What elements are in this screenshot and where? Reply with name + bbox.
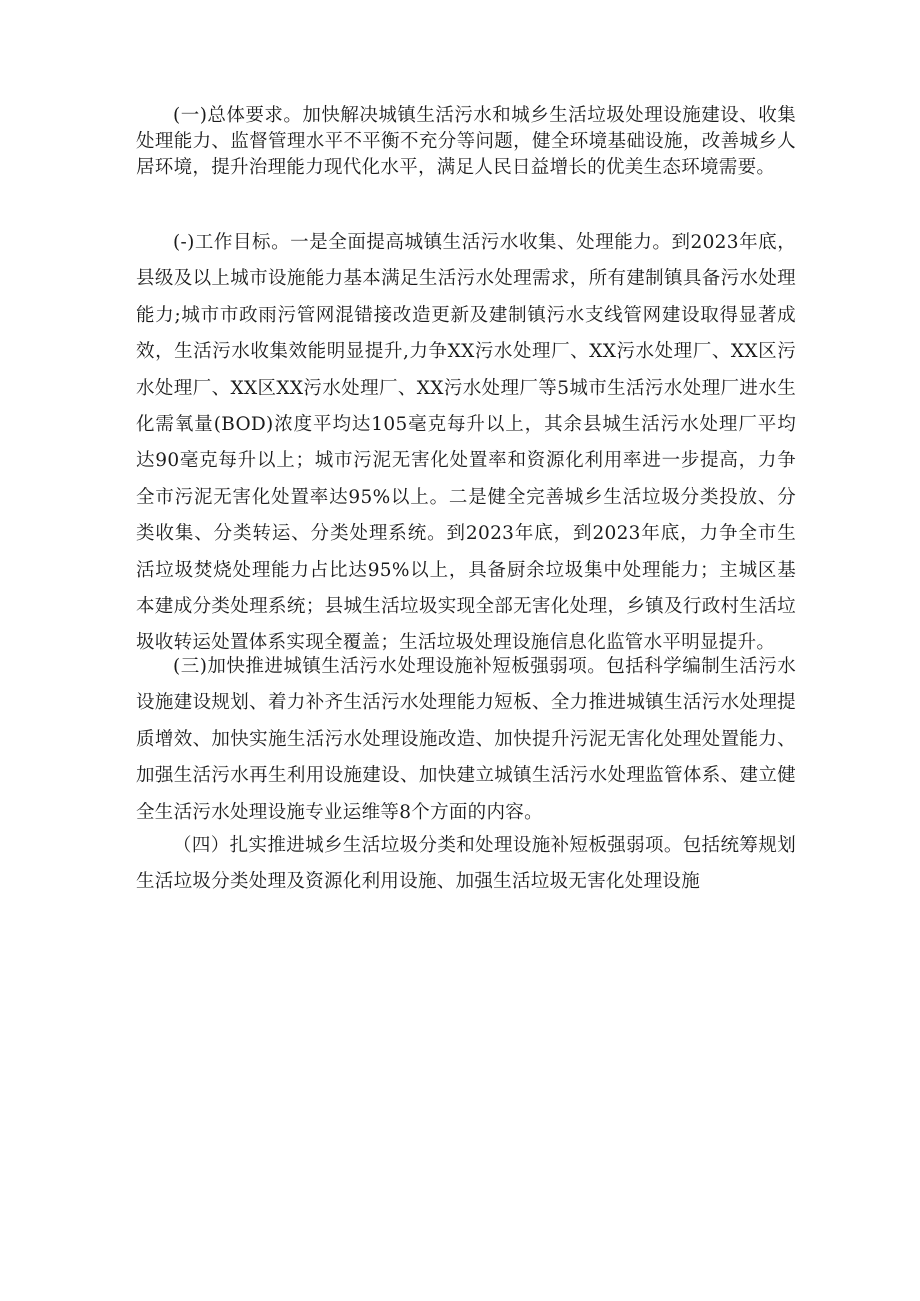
paragraph-general-requirements: (一)总体要求。加快解决城镇生活污水和城乡生活垃圾处理设施建设、收集处理能力、监督管理水平不平衡不充分等问题，健全环境基础设施，改善城乡人居环境，提升治理能力现代化水平，满足人民日益增长的优美生态环境需要。 bbox=[136, 105, 796, 178]
paragraph-work-goals: (-)工作目标。一是全面提高城镇生活污水收集、处理能力。到2023年底，县级及以上城市设施能力基本满足生活污水处理需求，所有建制镇具备污水处理能力;城市市政雨污管网混错接改造更新及建制镇污水支线管网建设取得显著成效，生活污水收集效能明显提升,力争XX污水处理厂、XX污水处理厂、XX区污水处理厂、XX区XX污水处理厂、XX污水处理厂等5城市生活污水处理厂进水生化需氧量(BOD)浓度平均达105毫克每升以上，其余县城生活污水处理厂平均达90毫克每升以上；城市污泥无害化处置率和资源化利用率进一步提高，力争全市污泥无害化处置率达95%以上。二是健全完善城乡生活垃圾分类投放、分类收集、分类转运、分类处理系统。到2023年底，到2023年底，力争全市生活垃圾焚烧处理能力占比达95%以上，具备厨余垃圾集中处理能力；主城区基本建成分类处理系统；县城生活垃圾实现全部无害化处理，乡镇及行政村生活垃圾收转运处置体系实现全覆盖；生活垃圾处理设施信息化监管水平明显提升。 bbox=[136, 232, 796, 654]
paragraph-sewage-facilities: (三)加快推进城镇生活污水处理设施补短板强弱项。包括科学编制生活污水设施建设规划、着力补齐生活污水处理能力短板、全力推进城镇生活污水处理提质增效、加快实施生活污水处理设施改造、加快提升污泥无害化处理处置能力、加强生活污水再生利用设施建设、加快建立城镇生活污水处理监管体系、建立健全生活污水处理设施专业运维等8个方面的内容。 bbox=[136, 656, 796, 823]
paragraph-garbage-facilities: （四）扎实推进城乡生活垃圾分类和处理设施补短板强弱项。包括统筹规划生活垃圾分类处理及资源化利用设施、加强生活垃圾无害化处理设施 bbox=[136, 835, 796, 893]
